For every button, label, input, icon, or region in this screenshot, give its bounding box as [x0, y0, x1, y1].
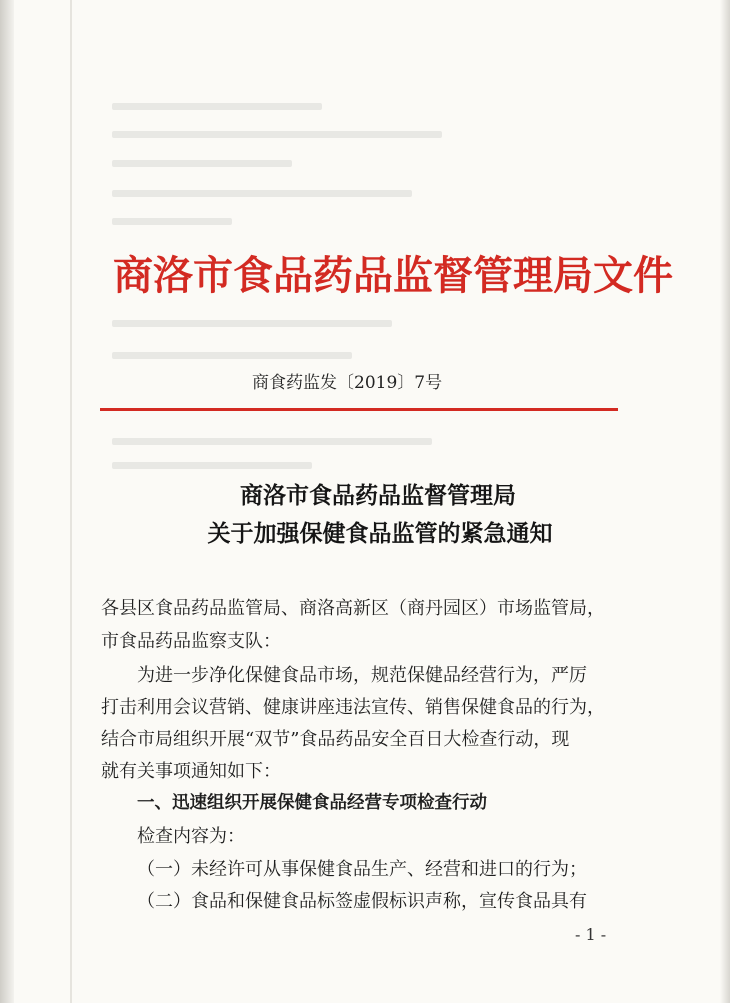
notice-title-line-1: 商洛市食品药品监督管理局: [240, 482, 516, 509]
check-item-1: （一）未经许可从事保健食品生产、经营和进口的行为；: [137, 859, 587, 880]
bleed-through-line: [112, 131, 442, 138]
recipients-line-1: 各县区食品药品监管局、商洛高新区（商丹园区）市场监管局，: [101, 598, 605, 619]
bleed-through-line: [112, 352, 352, 359]
bleed-through-line: [112, 160, 292, 167]
paragraph-line: 为进一步净化保健食品市场，规范保健品经营行为，严厉: [137, 665, 587, 686]
bleed-through-line: [112, 438, 432, 445]
bleed-through-line: [112, 103, 322, 110]
bleed-through-line: [112, 190, 412, 197]
paragraph-line: 打击利用会议营销、健康讲座违法宣传、销售保健食品的行为，: [101, 697, 605, 718]
page-number: - 1 -: [575, 925, 607, 944]
check-content-intro: 检查内容为：: [137, 826, 245, 847]
paragraph-line: 就有关事项通知如下：: [101, 761, 281, 782]
bleed-through-line: [112, 320, 392, 327]
recipients-line-2: 市食品药品监察支队：: [101, 631, 281, 652]
bleed-through-line: [112, 462, 312, 469]
document-header-title: 商洛市食品药品监督管理局文件: [113, 252, 673, 299]
red-divider-rule: [100, 408, 618, 411]
paragraph-line: 结合市局组织开展“双节”食品药品安全百日大检查行动，现: [101, 729, 570, 750]
check-item-2: （二）食品和保健食品标签虚假标识声称，宣传食品具有: [137, 891, 587, 912]
section-1-heading: 一、迅速组织开展保健食品经营专项检查行动: [137, 793, 487, 813]
bleed-through-line: [112, 218, 232, 225]
notice-title-line-2: 关于加强保健食品监管的紧急通知: [207, 520, 553, 547]
document-number: 商食药监发〔2019〕7号: [252, 373, 443, 393]
